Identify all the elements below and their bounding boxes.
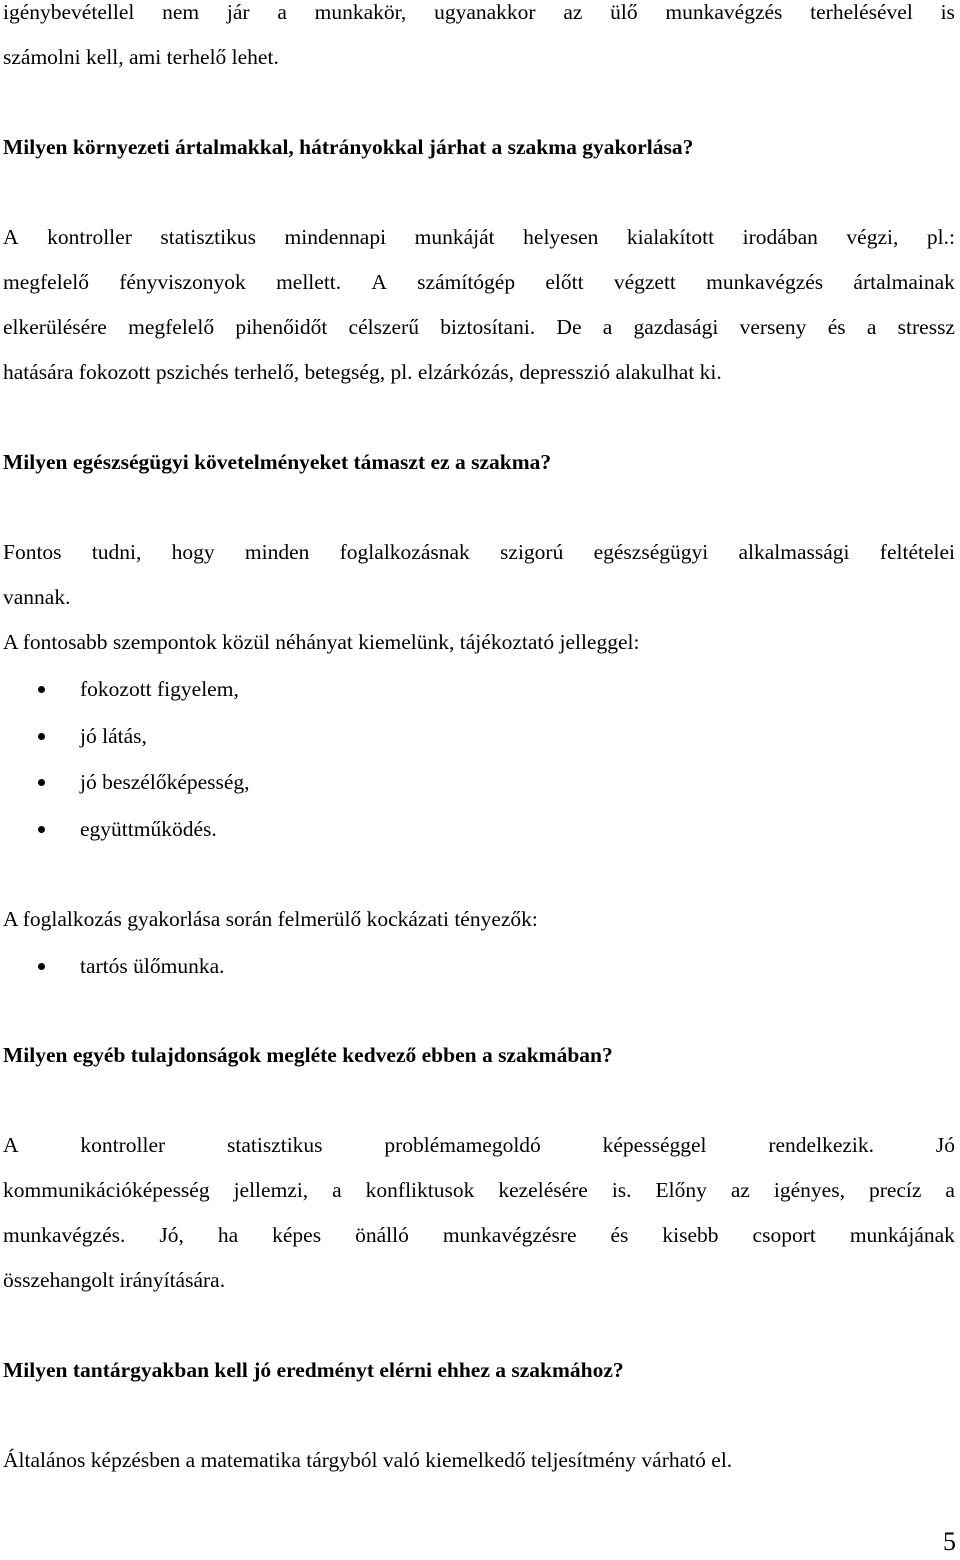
word: Fontos — [3, 540, 62, 564]
bullet-icon — [38, 686, 45, 693]
bullet-icon — [38, 826, 45, 833]
word: elkerülésére — [3, 315, 107, 339]
paragraph-line — [3, 222, 955, 252]
section-heading: Milyen környezeti ártalmakkal, hátrányokkal járhat a szakma gyakorlása? — [3, 135, 694, 159]
word: csoport — [752, 1223, 816, 1247]
paragraph-line — [3, 1175, 955, 1205]
word: kontroller — [47, 225, 132, 249]
word: pl.: — [926, 225, 955, 249]
word: minden — [244, 540, 310, 564]
word: ártalmainak — [853, 270, 955, 294]
word: munkavégzés — [665, 0, 783, 24]
paragraph-line: vannak. — [3, 585, 71, 609]
section-heading: Milyen tantárgyakban kell jó eredményt elérni ehhez a szakmához? — [3, 1358, 624, 1382]
section-heading: Milyen egyéb tulajdonságok megléte kedvező ebben a szakmában? — [3, 1043, 613, 1067]
word: önálló — [355, 1223, 409, 1247]
word: a — [866, 315, 877, 339]
word: jár — [226, 0, 250, 24]
paragraph-line — [3, 537, 955, 567]
word: verseny — [739, 315, 807, 339]
word: képes — [272, 1223, 322, 1247]
word: jellemzi, — [233, 1178, 309, 1202]
word: egészségügyi — [593, 540, 709, 564]
word: előtt — [545, 270, 584, 294]
word: kialakított — [626, 225, 715, 249]
paragraph-line: A foglalkozás gyakorlása során felmerülő kockázati tényezők: — [3, 907, 538, 931]
word: terhelésével — [810, 0, 913, 24]
word: igényes, — [773, 1178, 845, 1202]
word: foglalkozásnak — [339, 540, 470, 564]
word: a — [945, 1178, 955, 1202]
paragraph-line: összehangolt irányítására. — [3, 1268, 226, 1292]
word: munkakör, — [314, 0, 407, 24]
list-item-text: együttműködés. — [80, 817, 217, 841]
word: és — [610, 1223, 629, 1247]
word: végzett — [613, 270, 676, 294]
word: statisztikus — [226, 1133, 323, 1157]
paragraph-line: A fontosabb szempontok közül néhányat kiemelünk, tájékoztató jelleggel: — [3, 630, 640, 654]
word: ülő — [610, 0, 638, 24]
word: munkavégzés — [706, 270, 824, 294]
word: megfelelő — [128, 315, 215, 339]
word: problémamegoldó — [384, 1133, 541, 1157]
word: pihenőidőt — [235, 315, 328, 339]
word: az — [563, 0, 583, 24]
word: feltételei — [879, 540, 955, 564]
list-item-text: fokozott figyelem, — [80, 677, 239, 701]
word: irodában — [742, 225, 818, 249]
word: stressz — [897, 315, 955, 339]
paragraph-line: Általános képzésben a matematika tárgyból való kiemelkedő teljesítmény várható el. — [3, 1448, 733, 1472]
word: A — [3, 1133, 19, 1157]
word: A — [371, 270, 387, 294]
word: az — [730, 1178, 750, 1202]
word: a — [332, 1178, 342, 1202]
word: munkavégzésre — [442, 1223, 577, 1247]
word: ha — [217, 1223, 239, 1247]
word: igénybevétellel — [3, 0, 135, 24]
paragraph-line — [3, 1220, 955, 1250]
word: De — [556, 315, 582, 339]
bullet-icon — [38, 779, 45, 786]
word: alkalmassági — [738, 540, 850, 564]
list-item-text: jó beszélőképesség, — [80, 770, 250, 794]
word: precíz — [868, 1178, 922, 1202]
word: gazdasági — [633, 315, 719, 339]
word: munkáját — [414, 225, 495, 249]
word: végzi, — [846, 225, 899, 249]
word: tudni, — [91, 540, 142, 564]
word: kontroller — [80, 1133, 166, 1157]
word: rendelkezik. — [768, 1133, 875, 1157]
bullet-icon — [38, 733, 45, 740]
word: helyesen — [523, 225, 599, 249]
word: Előny — [655, 1178, 707, 1202]
paragraph-line: hatására fokozott pszichés terhelő, betegség, pl. elzárkózás, depresszió alakulhat ki. — [3, 360, 722, 384]
word: kezelésére — [498, 1178, 588, 1202]
word: biztosítani. — [440, 315, 536, 339]
word: és — [827, 315, 846, 339]
page-number: 5 — [943, 1527, 956, 1556]
list-item-text: tartós ülőmunka. — [80, 954, 225, 978]
word: is — [940, 0, 955, 24]
word: képességgel — [602, 1133, 707, 1157]
word: fényviszonyok — [119, 270, 246, 294]
word: Jó, — [159, 1223, 184, 1247]
word: munkavégzés. — [3, 1223, 126, 1247]
word: megfelelő — [3, 270, 89, 294]
paragraph-line: számolni kell, ami terhelő lehet. — [3, 45, 279, 69]
word: munkájának — [849, 1223, 955, 1247]
paragraph-line — [3, 0, 955, 27]
word: kisebb — [662, 1223, 719, 1247]
word: mindennapi — [284, 225, 387, 249]
paragraph-line — [3, 1130, 955, 1160]
section-heading: Milyen egészségügyi követelményeket támaszt ez a szakma? — [3, 450, 552, 474]
paragraph-line — [3, 267, 955, 297]
word: mellett. — [276, 270, 342, 294]
word: is. — [611, 1178, 632, 1202]
word: A — [3, 225, 19, 249]
paragraph-line — [3, 312, 955, 342]
word: konfliktusok — [365, 1178, 475, 1202]
word: ugyanakkor — [434, 0, 536, 24]
word: kommunikációképesség — [3, 1178, 210, 1202]
word: statisztikus — [160, 225, 256, 249]
bullet-icon — [38, 963, 45, 970]
word: nem — [162, 0, 200, 24]
list-item-text: jó látás, — [80, 724, 147, 748]
word: célszerű — [348, 315, 419, 339]
word: szigorú — [500, 540, 564, 564]
word: hogy — [171, 540, 215, 564]
word: számítógép — [417, 270, 516, 294]
word: Jó — [935, 1133, 955, 1157]
word: a — [277, 0, 287, 24]
word: a — [602, 315, 613, 339]
